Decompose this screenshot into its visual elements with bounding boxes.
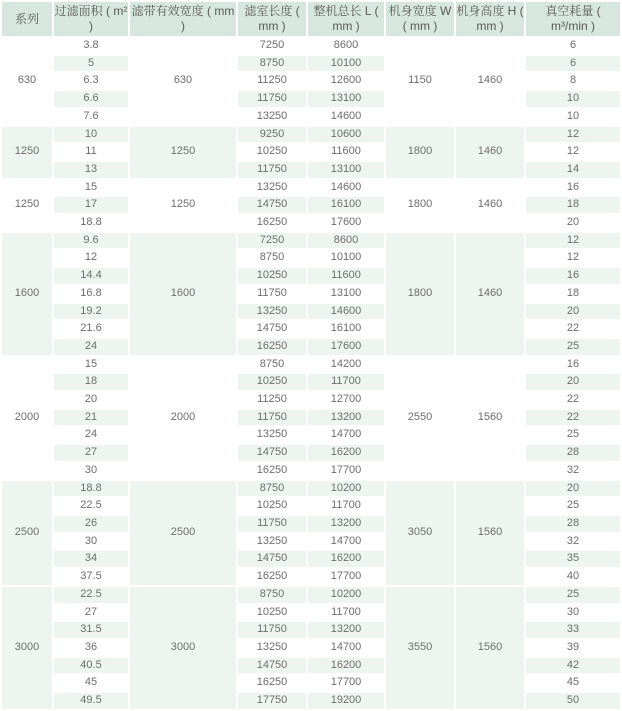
vacuum-cell: 10 xyxy=(526,91,620,107)
filter-area-cell: 20 xyxy=(54,392,128,408)
chamber-length-cell: 10250 xyxy=(238,498,306,514)
vacuum-cell: 20 xyxy=(526,481,620,497)
chamber-length-cell: 11750 xyxy=(238,410,306,426)
column-header-belt-width xyxy=(130,2,236,36)
chamber-length-cell: 13250 xyxy=(238,427,306,443)
total-length-cell: 13100 xyxy=(308,162,384,178)
vacuum-cell: 25 xyxy=(526,587,620,603)
total-length-cell: 14700 xyxy=(308,534,384,550)
column-label: 整机总长 L xyxy=(313,4,372,18)
chamber-length-cell: 14750 xyxy=(238,197,306,213)
table-row xyxy=(2,304,620,320)
chamber-length-cell: 7250 xyxy=(238,38,306,54)
series-cell: 1250 xyxy=(2,127,52,178)
filter-area-cell: 7.6 xyxy=(54,109,128,125)
body-height-cell: 1560 xyxy=(456,587,524,709)
belt-width-cell: 2000 xyxy=(130,357,236,479)
table-row xyxy=(2,321,620,337)
vacuum-cell: 12 xyxy=(526,127,620,143)
table-row xyxy=(2,38,620,54)
body-width-cell: 1800 xyxy=(386,180,454,231)
table-row xyxy=(2,56,620,72)
body-width-cell: 1800 xyxy=(386,233,454,355)
column-header-filter-area xyxy=(54,2,128,36)
total-length-cell: 14700 xyxy=(308,427,384,443)
total-length-cell: 16200 xyxy=(308,551,384,567)
vacuum-cell: 6 xyxy=(526,38,620,54)
filter-area-cell: 37.5 xyxy=(54,569,128,585)
vacuum-cell: 10 xyxy=(526,109,620,125)
chamber-length-cell: 10250 xyxy=(238,374,306,390)
total-length-cell: 17600 xyxy=(308,215,384,231)
filter-area-cell: 5 xyxy=(54,56,128,72)
vacuum-cell: 22 xyxy=(526,392,620,408)
chamber-length-cell: 10250 xyxy=(238,268,306,284)
total-length-cell: 17700 xyxy=(308,675,384,691)
chamber-length-cell: 8750 xyxy=(238,56,306,72)
chamber-length-cell: 16250 xyxy=(238,675,306,691)
vacuum-cell: 25 xyxy=(526,498,620,514)
filter-area-cell: 21.6 xyxy=(54,321,128,337)
body-height-cell: 1460 xyxy=(456,180,524,231)
filter-area-cell: 18.8 xyxy=(54,481,128,497)
chamber-length-cell: 8750 xyxy=(238,587,306,603)
total-length-cell: 16200 xyxy=(308,658,384,674)
body-width-cell: 2550 xyxy=(386,357,454,479)
table-row xyxy=(2,339,620,355)
vacuum-cell: 50 xyxy=(526,693,620,709)
filter-area-cell: 6.6 xyxy=(54,91,128,107)
filter-area-cell: 17 xyxy=(54,197,128,213)
body-height-cell: 1560 xyxy=(456,357,524,479)
total-length-cell: 13100 xyxy=(308,286,384,302)
total-length-cell: 14600 xyxy=(308,109,384,125)
total-length-cell: 11700 xyxy=(308,374,384,390)
table-row xyxy=(2,587,620,603)
table-row xyxy=(2,162,620,178)
column-unit: ( mm ) xyxy=(332,4,379,33)
total-length-cell: 12600 xyxy=(308,73,384,89)
belt-width-cell: 3000 xyxy=(130,587,236,709)
table-row xyxy=(2,445,620,461)
vacuum-cell: 20 xyxy=(526,304,620,320)
chamber-length-cell: 11250 xyxy=(238,392,306,408)
total-length-cell: 16200 xyxy=(308,445,384,461)
body-height-cell: 1560 xyxy=(456,481,524,585)
vacuum-cell: 33 xyxy=(526,622,620,638)
chamber-length-cell: 13250 xyxy=(238,180,306,196)
total-length-cell: 14700 xyxy=(308,640,384,656)
total-length-cell: 11700 xyxy=(308,498,384,514)
filter-area-cell: 15 xyxy=(54,357,128,373)
column-header-total-length xyxy=(308,2,384,36)
filter-area-cell: 45 xyxy=(54,675,128,691)
vacuum-cell: 32 xyxy=(526,463,620,479)
table-row xyxy=(2,357,620,373)
table-row xyxy=(2,180,620,196)
vacuum-cell: 45 xyxy=(526,675,620,691)
table-row xyxy=(2,551,620,567)
total-length-cell: 10100 xyxy=(308,250,384,266)
column-header-body-height xyxy=(456,2,524,36)
chamber-length-cell: 10250 xyxy=(238,144,306,160)
vacuum-cell: 12 xyxy=(526,250,620,266)
total-length-cell: 14200 xyxy=(308,357,384,373)
total-length-cell: 8600 xyxy=(308,38,384,54)
chamber-length-cell: 11250 xyxy=(238,73,306,89)
total-length-cell: 11600 xyxy=(308,144,384,160)
table-row xyxy=(2,658,620,674)
chamber-length-cell: 8750 xyxy=(238,250,306,266)
total-length-cell: 17700 xyxy=(308,463,384,479)
column-label: 过滤面积 xyxy=(54,4,103,18)
column-label: 机身高度 H xyxy=(456,4,517,18)
filter-area-cell: 36 xyxy=(54,640,128,656)
total-length-cell: 17600 xyxy=(308,339,384,355)
filter-area-cell: 21 xyxy=(54,410,128,426)
filter-area-cell: 18 xyxy=(54,374,128,390)
vacuum-cell: 12 xyxy=(526,144,620,160)
filter-area-cell: 30 xyxy=(54,534,128,550)
filter-area-cell: 34 xyxy=(54,551,128,567)
total-length-cell: 10200 xyxy=(308,481,384,497)
chamber-length-cell: 8750 xyxy=(238,481,306,497)
column-unit: ( m³/min ) xyxy=(551,4,601,33)
body-width-cell: 3050 xyxy=(386,481,454,585)
table-row xyxy=(2,622,620,638)
vacuum-cell: 30 xyxy=(526,605,620,621)
vacuum-cell: 22 xyxy=(526,410,620,426)
belt-width-cell: 1250 xyxy=(130,127,236,178)
table-row xyxy=(2,410,620,426)
table-row xyxy=(2,427,620,443)
chamber-length-cell: 14750 xyxy=(238,551,306,567)
filter-area-cell: 24 xyxy=(54,427,128,443)
total-length-cell: 16100 xyxy=(308,321,384,337)
chamber-length-cell: 13250 xyxy=(238,109,306,125)
chamber-length-cell: 8750 xyxy=(238,357,306,373)
table-row xyxy=(2,605,620,621)
filter-area-cell: 24 xyxy=(54,339,128,355)
column-label: 滤室长度 xyxy=(244,4,293,18)
series-cell: 630 xyxy=(2,38,52,125)
vacuum-cell: 6 xyxy=(526,56,620,72)
vacuum-cell: 32 xyxy=(526,534,620,550)
vacuum-cell: 39 xyxy=(526,640,620,656)
total-length-cell: 16100 xyxy=(308,197,384,213)
belt-width-cell: 1250 xyxy=(130,180,236,231)
column-unit: ( mm ) xyxy=(258,4,300,33)
total-length-cell: 10600 xyxy=(308,127,384,143)
header-row xyxy=(2,2,620,36)
chamber-length-cell: 14750 xyxy=(238,445,306,461)
total-length-cell: 14600 xyxy=(308,180,384,196)
belt-width-cell: 630 xyxy=(130,38,236,125)
table-row xyxy=(2,215,620,231)
total-length-cell: 17700 xyxy=(308,569,384,585)
table-row xyxy=(2,233,620,249)
body-width-cell: 1800 xyxy=(386,127,454,178)
vacuum-cell: 8 xyxy=(526,73,620,89)
vacuum-cell: 25 xyxy=(526,427,620,443)
filter-area-cell: 16.8 xyxy=(54,286,128,302)
total-length-cell: 11700 xyxy=(308,605,384,621)
filter-area-cell: 3.8 xyxy=(54,38,128,54)
table-row xyxy=(2,250,620,266)
vacuum-cell: 18 xyxy=(526,197,620,213)
vacuum-cell: 16 xyxy=(526,268,620,284)
filter-area-cell: 18.8 xyxy=(54,215,128,231)
table-row xyxy=(2,675,620,691)
table-row xyxy=(2,693,620,709)
total-length-cell: 13200 xyxy=(308,410,384,426)
filter-area-cell: 49.5 xyxy=(54,693,128,709)
total-length-cell: 13100 xyxy=(308,91,384,107)
total-length-cell: 12700 xyxy=(308,392,384,408)
chamber-length-cell: 10250 xyxy=(238,605,306,621)
filter-area-cell: 10 xyxy=(54,127,128,143)
vacuum-cell: 14 xyxy=(526,162,620,178)
filter-area-cell: 30 xyxy=(54,463,128,479)
table-header xyxy=(2,2,620,36)
chamber-length-cell: 16250 xyxy=(238,569,306,585)
filter-area-cell: 31.5 xyxy=(54,622,128,638)
body-width-cell: 3550 xyxy=(386,587,454,709)
filter-area-cell: 40.5 xyxy=(54,658,128,674)
table-row xyxy=(2,109,620,125)
table-row xyxy=(2,268,620,284)
column-label: 系列 xyxy=(14,11,39,26)
vacuum-cell: 20 xyxy=(526,215,620,231)
column-unit: ( m² ) xyxy=(89,4,128,33)
vacuum-cell: 18 xyxy=(526,286,620,302)
total-length-cell: 10200 xyxy=(308,587,384,603)
table-row xyxy=(2,374,620,390)
chamber-length-cell: 14750 xyxy=(238,658,306,674)
table-row xyxy=(2,73,620,89)
vacuum-cell: 40 xyxy=(526,569,620,585)
table-row xyxy=(2,516,620,532)
vacuum-cell: 25 xyxy=(526,339,620,355)
table-row xyxy=(2,197,620,213)
belt-width-cell: 1600 xyxy=(130,233,236,355)
filter-area-cell: 13 xyxy=(54,162,128,178)
chamber-length-cell: 11750 xyxy=(238,286,306,302)
filter-area-cell: 22.5 xyxy=(54,498,128,514)
table-row xyxy=(2,569,620,585)
filter-area-cell: 26 xyxy=(54,516,128,532)
total-length-cell: 19200 xyxy=(308,693,384,709)
chamber-length-cell: 13250 xyxy=(238,640,306,656)
vacuum-cell: 16 xyxy=(526,357,620,373)
column-header-vacuum-consumption xyxy=(526,2,620,36)
table-row xyxy=(2,127,620,143)
vacuum-cell: 12 xyxy=(526,233,620,249)
body-width-cell: 1150 xyxy=(386,38,454,125)
chamber-length-cell: 16250 xyxy=(238,463,306,479)
vacuum-cell: 16 xyxy=(526,180,620,196)
series-cell: 3000 xyxy=(2,587,52,709)
filter-area-cell: 6.3 xyxy=(54,73,128,89)
column-header-chamber-length xyxy=(238,2,306,36)
chamber-length-cell: 11750 xyxy=(238,622,306,638)
chamber-length-cell: 13250 xyxy=(238,304,306,320)
chamber-length-cell: 16250 xyxy=(238,215,306,231)
vacuum-cell: 28 xyxy=(526,445,620,461)
chamber-length-cell: 11750 xyxy=(238,162,306,178)
table-row xyxy=(2,534,620,550)
vacuum-cell: 20 xyxy=(526,374,620,390)
column-label: 真空耗量 xyxy=(545,4,594,18)
filter-area-cell: 27 xyxy=(54,445,128,461)
filter-area-cell: 27 xyxy=(54,605,128,621)
total-length-cell: 13200 xyxy=(308,516,384,532)
table-body xyxy=(2,38,620,709)
series-cell: 1250 xyxy=(2,180,52,231)
table-row xyxy=(2,481,620,497)
column-unit: ( mm ) xyxy=(476,4,524,33)
series-cell: 2000 xyxy=(2,357,52,479)
column-label: 机身宽度 W xyxy=(388,4,452,18)
body-height-cell: 1460 xyxy=(456,233,524,355)
table-row xyxy=(2,640,620,656)
chamber-length-cell: 16250 xyxy=(238,339,306,355)
total-length-cell: 11600 xyxy=(308,268,384,284)
belt-width-cell: 2500 xyxy=(130,481,236,585)
total-length-cell: 14600 xyxy=(308,304,384,320)
filter-area-cell: 11 xyxy=(54,144,128,160)
filter-area-cell: 19.2 xyxy=(54,304,128,320)
table-row xyxy=(2,286,620,302)
vacuum-cell: 42 xyxy=(526,658,620,674)
table-row xyxy=(2,144,620,160)
filter-area-cell: 22.5 xyxy=(54,587,128,603)
chamber-length-cell: 17750 xyxy=(238,693,306,709)
column-unit: ( mm ) xyxy=(402,19,438,33)
column-header-series xyxy=(2,2,52,36)
table-row xyxy=(2,392,620,408)
chamber-length-cell: 9250 xyxy=(238,127,306,143)
total-length-cell: 8600 xyxy=(308,233,384,249)
chamber-length-cell: 11750 xyxy=(238,516,306,532)
filter-area-cell: 15 xyxy=(54,180,128,196)
column-unit: ( mm ) xyxy=(181,4,235,33)
vacuum-cell: 35 xyxy=(526,551,620,567)
column-header-body-width xyxy=(386,2,454,36)
chamber-length-cell: 11750 xyxy=(238,91,306,107)
vacuum-cell: 28 xyxy=(526,516,620,532)
filter-area-cell: 9.6 xyxy=(54,233,128,249)
filter-area-cell: 12 xyxy=(54,250,128,266)
column-label: 滤带有效宽度 xyxy=(131,4,204,18)
total-length-cell: 13200 xyxy=(308,622,384,638)
series-cell: 1600 xyxy=(2,233,52,355)
table-row xyxy=(2,463,620,479)
series-cell: 2500 xyxy=(2,481,52,585)
total-length-cell: 10100 xyxy=(308,56,384,72)
body-height-cell: 1460 xyxy=(456,38,524,125)
filter-area-cell: 14.4 xyxy=(54,268,128,284)
table-row xyxy=(2,498,620,514)
body-height-cell: 1460 xyxy=(456,127,524,178)
chamber-length-cell: 14750 xyxy=(238,321,306,337)
vacuum-cell: 22 xyxy=(526,321,620,337)
table-row xyxy=(2,91,620,107)
chamber-length-cell: 13250 xyxy=(238,534,306,550)
chamber-length-cell: 7250 xyxy=(238,233,306,249)
